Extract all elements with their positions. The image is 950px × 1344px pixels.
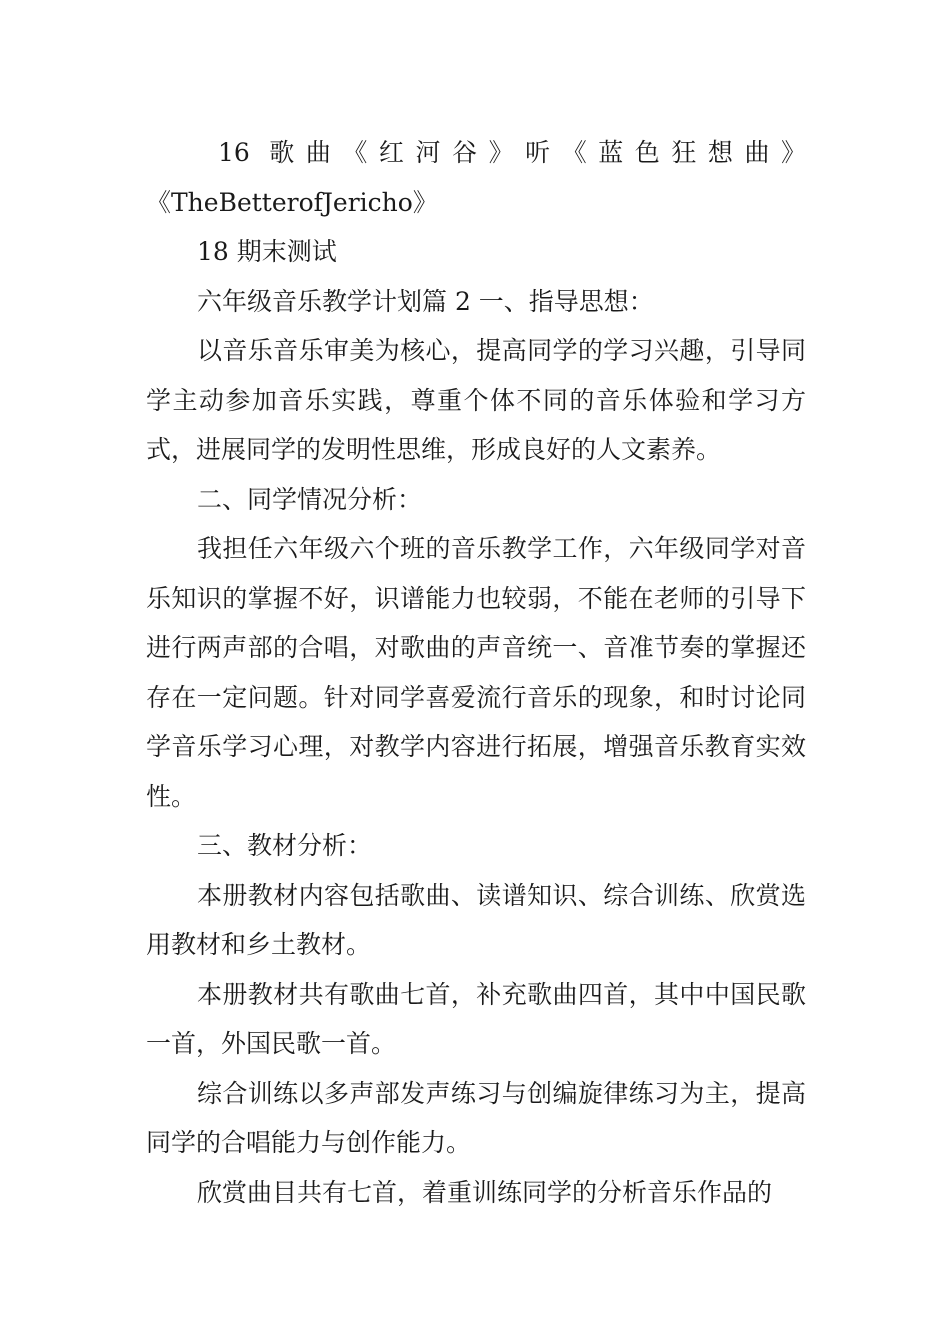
paragraph-appreciation: 欣赏曲目共有七首，着重训练同学的分析音乐作品的 xyxy=(197,1177,773,1207)
section-heading-guiding-ideas: 六年级音乐教学计划篇 2 一、指导思想： xyxy=(197,286,654,316)
paragraph-comprehensive-training: 综合训练以多声部发声练习与创编旋律练习为主，提高同学的合唱能力与创作能力。 xyxy=(146,1078,806,1157)
paragraph-textbook-songs: 本册教材共有歌曲七首，补充歌曲四首，其中中国民歌一首，外国民歌一首。 xyxy=(146,979,806,1058)
paragraph-student-analysis: 我担任六年级六个班的音乐教学工作，六年级同学对音乐知识的掌握不好，识谱能力也较弱，不能在老师的引导下进行两声部的合唱，对歌曲的声音统一、音准节奏的掌握还存在一定问题。针对同学喜爱流行音乐的现象，和时讨论同学音乐学习心理，对教学内容进行拓展，增强音乐教育实效性。 xyxy=(146,534,806,811)
paragraph-song-title: 《TheBetterofJericho》 xyxy=(146,187,438,217)
section-heading-student-analysis: 二、同学情况分析： xyxy=(197,484,423,514)
paragraph-final-test: 18 期末测试 xyxy=(197,237,337,266)
paragraph-guiding-ideas: 以音乐音乐审美为核心，提高同学的学习兴趣，引导同学主动参加音乐实践，尊重个体不同的音乐体验和学习方式，进展同学的发明性思维，形成良好的人文素养。 xyxy=(146,336,806,464)
section-heading-textbook-analysis: 三、教材分析： xyxy=(197,831,373,860)
paragraph-song-list: 16 歌曲《红河谷》听《蓝色狂想曲》 xyxy=(218,138,806,167)
paragraph-textbook-contents: 本册教材内容包括歌曲、读谱知识、综合训练、欣赏选用教材和乡土教材。 xyxy=(146,880,806,959)
document-body xyxy=(146,128,806,1217)
